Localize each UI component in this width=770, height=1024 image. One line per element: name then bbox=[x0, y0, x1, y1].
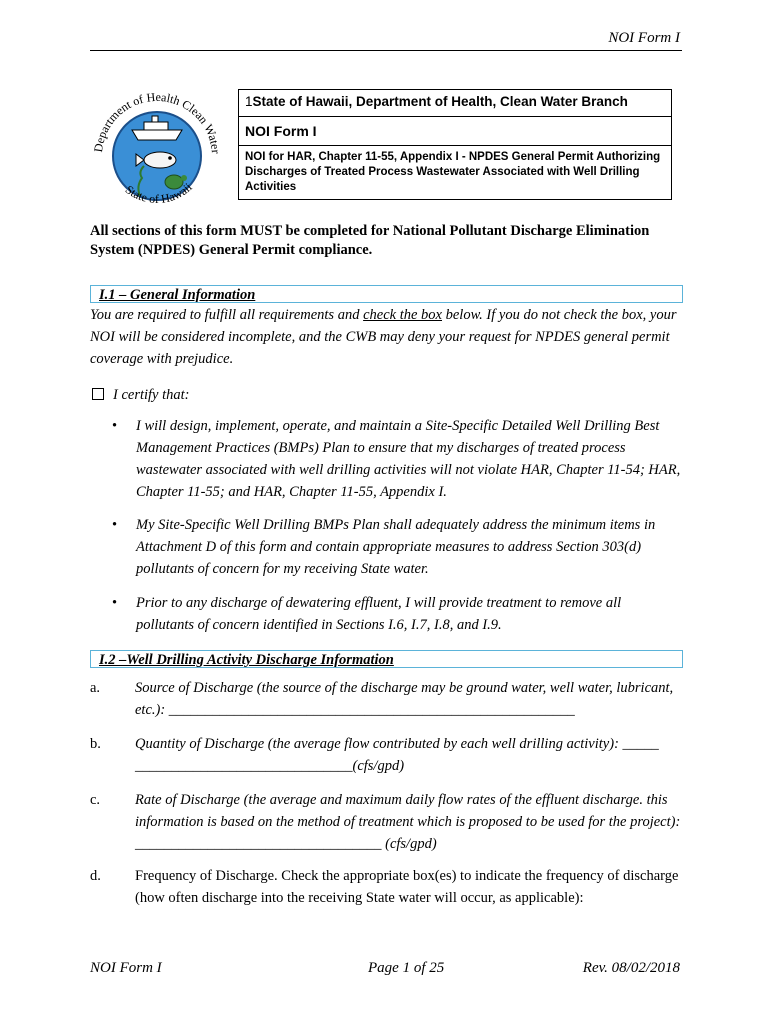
check-the-box-text: check the box bbox=[363, 307, 442, 323]
certify-row[interactable] bbox=[92, 387, 190, 404]
intro-statement: All sections of this form MUST be completed for National Pollutant Discharge Elimination System (NPDES) General Permit compliance. bbox=[90, 223, 650, 258]
item-text: Frequency of Discharge. Check the appropriate box(es) to indicate the frequency of discharge (how often discharge into the receiving State water will occur, as applicable): bbox=[135, 868, 679, 906]
item-text: Quantity of Discharge (the average flow contributed by each well drilling activity): _____ ______________________________(cfs/gpd) bbox=[135, 736, 659, 774]
instructions-text-a: You are required to fulfill all requirements and bbox=[90, 307, 364, 323]
footer-revision-date: Rev. 08/02/2018 bbox=[582, 960, 680, 976]
instructions-text-b: below. If you do not check the box, your NOI will be considered incomplete, and the CWB may deny your request for NPDES general permit coverage with prejudice. bbox=[90, 307, 677, 367]
item-text: Source of Discharge (the source of the discharge may be ground water, well water, lubricant, etc.): ________________________________________________________ bbox=[135, 680, 674, 718]
seal-arc-top-text: Department of Health Clean Water bbox=[91, 89, 223, 155]
section-heading-text: I.1 – General Information bbox=[99, 287, 256, 303]
title-box-agency: State of Hawaii, Department of Health, Clean Water Branch bbox=[252, 94, 628, 109]
bullet-icon: • bbox=[112, 517, 118, 533]
bullet-text: Prior to any discharge of dewatering effluent, I will provide treatment to remove all pollutants of concern identified in Sections I.6, I.7, I.8, and I.9. bbox=[136, 595, 622, 633]
section-heading-discharge-information bbox=[90, 650, 683, 668]
footer-form-name: NOI Form I bbox=[90, 960, 162, 976]
running-header: NOI Form I bbox=[608, 30, 680, 46]
item-letter: b. bbox=[90, 736, 101, 752]
title-box-number: 1 bbox=[245, 94, 253, 109]
doh-cwb-seal-logo bbox=[82, 78, 232, 228]
list-item bbox=[112, 415, 682, 503]
section-1-instructions bbox=[90, 304, 686, 370]
item-letter: c. bbox=[90, 792, 101, 808]
certify-label: I certify that: bbox=[113, 387, 190, 403]
discharge-item-source[interactable] bbox=[90, 677, 686, 721]
bullet-icon: • bbox=[112, 595, 118, 611]
title-box-agency-row bbox=[239, 90, 671, 117]
form-title-box bbox=[238, 89, 672, 200]
discharge-item-rate[interactable] bbox=[90, 789, 686, 855]
footer-page-number: Page 1 of 25 bbox=[368, 960, 445, 976]
bullet-icon: • bbox=[112, 418, 118, 434]
title-box-description: NOI for HAR, Chapter 11-55, Appendix I - NPDES General Permit Authorizing Discharges of Treated Process Wastewater Associated with Well Drilling Activities bbox=[245, 151, 661, 193]
bullet-text: My Site-Specific Well Drilling BMPs Plan shall adequately address the minimum items in Attachment D of this form and contain appropriate measures to address Section 303(d) pollutants of concern for my receiving State water. bbox=[136, 517, 656, 577]
section-heading-text: I.2 –Well Drilling Activity Discharge Information bbox=[99, 652, 394, 668]
item-letter: a. bbox=[90, 680, 101, 696]
discharge-item-frequency bbox=[90, 865, 686, 909]
item-text: Rate of Discharge (the average and maximum daily flow rates of the effluent discharge. this information is based on the method of treatment which is proposed to be used for the project): __________________________________ (cfs/gpd) bbox=[135, 792, 681, 852]
item-letter: d. bbox=[90, 868, 101, 884]
section-heading-general-information bbox=[90, 285, 683, 303]
header-rule bbox=[90, 50, 682, 51]
title-box-form-name: NOI Form I bbox=[239, 117, 671, 146]
discharge-item-quantity[interactable] bbox=[90, 733, 686, 777]
bullet-text: I will design, implement, operate, and maintain a Site-Specific Detailed Well Drilling Best Management Practices (BMPs) Plan to ensure that my discharges of treated process wastewater associated with well drilling activities will not violate HAR, Chapter 11-54; HAR, Chapter 11-55; and HAR, Chapter 11-55, Appendix I. bbox=[136, 418, 681, 500]
certify-checkbox[interactable] bbox=[92, 388, 104, 400]
list-item bbox=[112, 592, 682, 636]
seal-arc-bottom-text: State of Hawaii bbox=[122, 180, 195, 207]
list-item bbox=[112, 514, 682, 580]
